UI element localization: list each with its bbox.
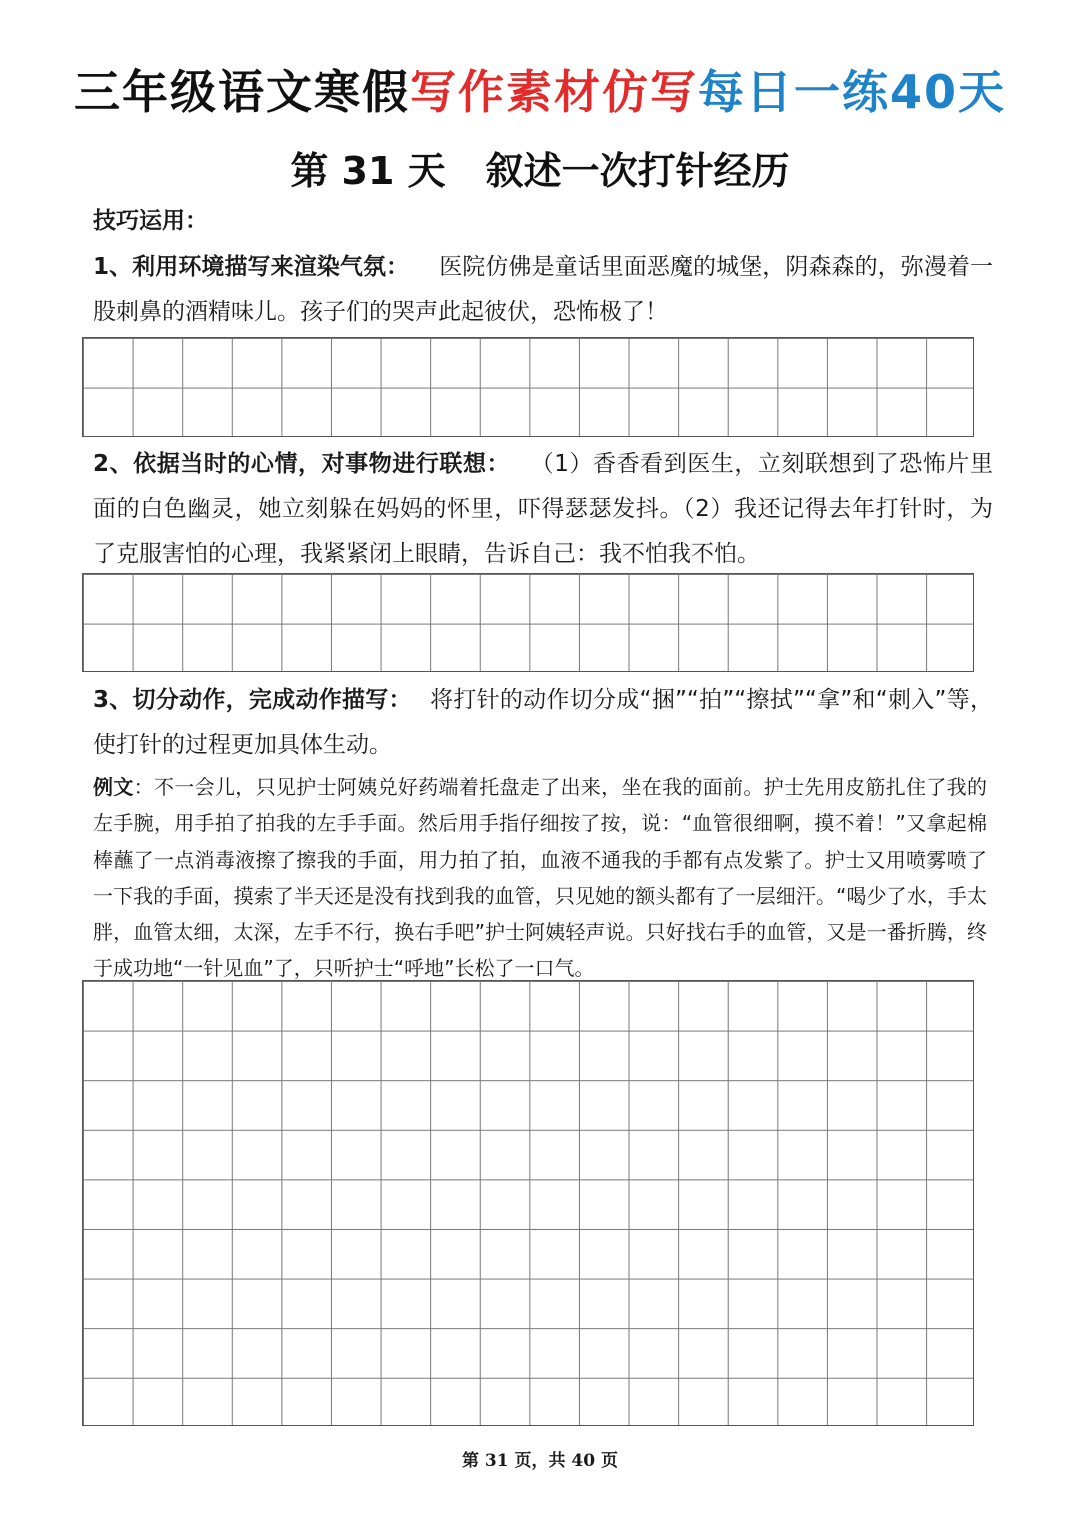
- technique-2-text: （1）香香看到医生，立刻联想到了恐怖片里面的白色幽灵，她立刻躲在妈妈的怀里，吓得瑟瑟发抖。（2）我还记得去年打针时，为了克服害怕的心理，我紧紧闭上眼睛，告诉自己：我不怕我不怕。: [93, 451, 993, 567]
- technique-2-lead: 2、依据当时的心情，对事物进行联想：: [93, 451, 511, 477]
- page-title: [0, 62, 1080, 122]
- tips-heading: 技巧运用：: [93, 208, 208, 234]
- day-subtitle: [0, 146, 1080, 196]
- day-number: 第 31 天: [290, 149, 446, 193]
- technique-3: [93, 678, 993, 768]
- writing-grid-1[interactable]: [82, 337, 974, 437]
- example-essay: [93, 769, 987, 987]
- page-footer: 第 31 页，共 40 页: [462, 1451, 618, 1471]
- title-part-2: 写作素材仿写: [409, 65, 698, 119]
- technique-1: [93, 245, 993, 335]
- example-text: ：不一会儿，只见护士阿姨兑好药端着托盘走了出来，坐在我的面前。护士先用皮筋扎住了我的左手腕，用手拍了拍我的左手手面。然后用手指仔细按了按，说：“血管很细啊，摸不着！”又拿起棉棒蘸了一点消毒液擦了擦我的手面，用力拍了拍，血液不通我的手都有点发紫了。护士又用喷雾喷了一下我的手面，摸索了半天还是没有找到我的血管，只见她的额头都有了一层细汗。“喝少了水，手太胖，血管太细，太深，左手不行，换右手吧”护士阿姨轻声说。只好找右手的血管，又是一番折腾，终于成功地“一针见血”了，只听护士“呼地”长松了一口气。: [93, 775, 988, 981]
- technique-3-text: 将打针的动作切分成“捆”“拍”“擦拭”“拿”和“刺入”等，使打针的过程更加具体生动。: [93, 687, 993, 758]
- technique-1-lead: 1、利用环境描写来渲染气氛：: [93, 254, 410, 280]
- day-topic: 叙述一次打针经历: [485, 149, 790, 193]
- title-part-3: 每日一练40天: [697, 65, 1006, 119]
- writing-grid-3[interactable]: [82, 980, 974, 1426]
- example-lead: 例文: [93, 775, 134, 799]
- technique-3-lead: 3、切分动作，完成动作描写：: [93, 687, 412, 713]
- writing-grid-2[interactable]: [82, 573, 974, 672]
- technique-1-text: 医院仿佛是童话里面恶魔的城堡，阴森森的，弥漫着一股刺鼻的酒精味儿。孩子们的哭声此起彼伏，恐怖极了！: [93, 254, 993, 325]
- title-part-1: 三年级语文寒假: [73, 65, 410, 119]
- technique-2: [93, 442, 993, 577]
